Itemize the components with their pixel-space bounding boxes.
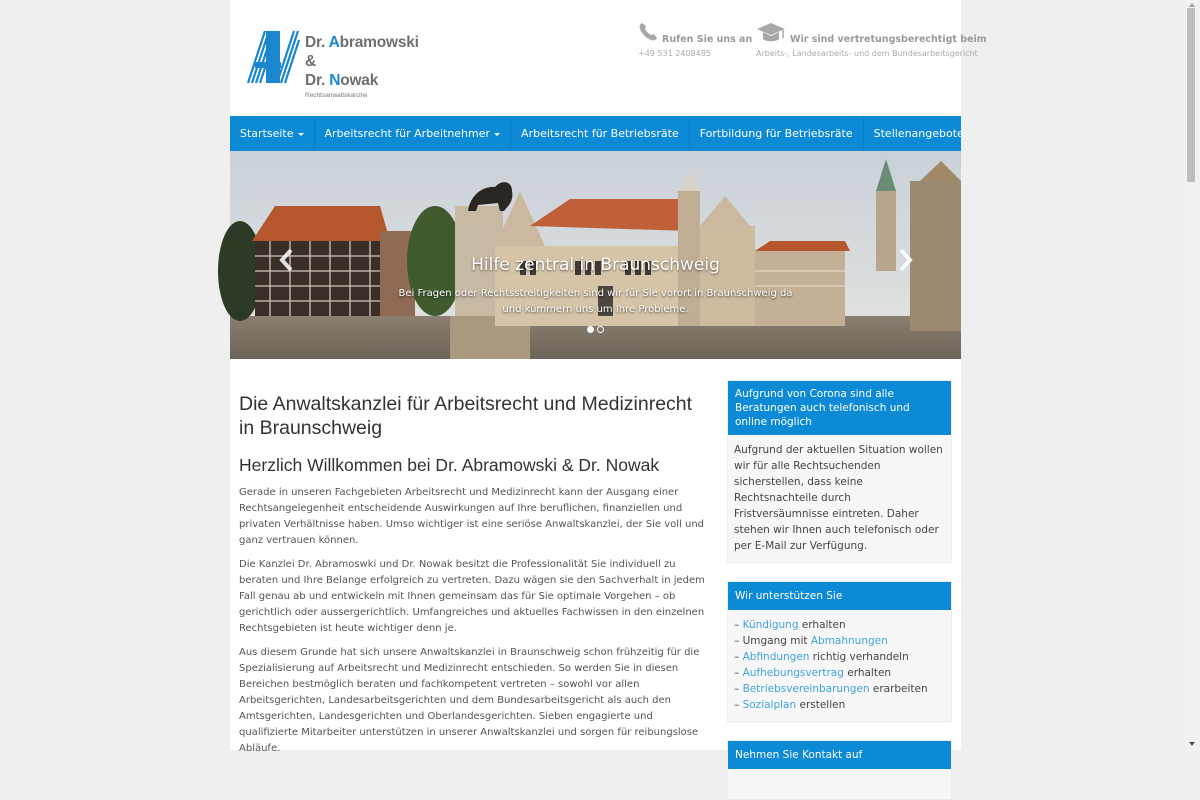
representation-title: Wir sind vertretungsberechtigt beim <box>790 34 987 45</box>
list-item: – Umgang mit Abmahnungen <box>734 635 888 647</box>
corona-panel-text: Aufgrund der aktuellen Situation wollen wir für alle Rechtsuchenden sicherstellen, dass keine Rechtsnachteile durch Fristversäumnisse eintreten. Daher stehen wir Ihnen auch telefonisch oder per E-Mail zur Verfügung. <box>734 444 943 552</box>
logo-text <box>305 33 427 99</box>
caret-down-icon <box>298 133 304 136</box>
firm-paragraph: Die Kanzlei Dr. Abramoswki und Dr. Nowak besitzt die Professionalität Sie individuell zu beraten und Ihre Belange erfolgreich zu vertreten. Dazu wägen sie den Sachverhalt in jedem Fall genau ab und entwickeln mit Ihnen gemeinsam das für Sie optimale Vorgehen – ob gerichtlich oder aussergerichtlich. Umfangreiches und aktuelles Fachwissen in den einzelnen Rechtsgebieten ist heute wichtiger denn je. <box>239 559 705 634</box>
representation-info <box>756 22 987 58</box>
main-navigation <box>230 116 964 151</box>
nav-label: Fortbildung für Betriebsräte <box>699 127 853 140</box>
site-header <box>230 0 987 116</box>
scrollbar-thumb[interactable] <box>1187 8 1195 182</box>
carousel-indicators <box>587 326 604 333</box>
nav-label: Stellenangebote <box>873 127 964 140</box>
nav-item-arbeitsrecht-arbeitnehmer[interactable] <box>315 116 512 151</box>
main-content <box>239 392 709 757</box>
carousel-dot-1[interactable] <box>587 326 594 333</box>
sidebar <box>727 380 952 800</box>
intro-paragraph: Gerade in unseren Fachgebieten Arbeitsrecht und Medizinrecht kann der Ausgang einer Rechtsangelegenheit entscheidende Auswirkungen auf Ihre beruflichen, finanziellen und privaten Verhältnisse haben. Umso wichtiger ist eine seriöse Anwaltskanzlei, der Sie voll und ganz vertrauen können. <box>239 487 704 546</box>
nav-item-startseite[interactable] <box>230 116 315 151</box>
list-item: – Abfindungen richtig verhandeln <box>734 651 909 663</box>
scroll-down-arrow-icon[interactable] <box>1189 742 1195 746</box>
link-sozialplan[interactable]: Sozialplan <box>742 699 797 711</box>
link-abmahnungen[interactable]: Abmahnungen <box>810 635 888 647</box>
phone-number[interactable]: +49 531 2408485 <box>638 49 711 58</box>
link-betriebsvereinbarungen[interactable]: Betriebsvereinbarungen <box>742 683 870 695</box>
graduation-cap-icon <box>756 22 786 44</box>
support-list <box>728 610 951 721</box>
welcome-heading: Herzlich Willkommen bei Dr. Abramowski & Dr. Nowak <box>239 455 660 475</box>
chevron-right-icon[interactable] <box>896 247 914 273</box>
logo-line-1: Dr. Abramowski & <box>305 34 419 70</box>
nav-label: Startseite <box>240 127 294 140</box>
logo[interactable] <box>247 30 427 99</box>
nav-item-stellenangebote[interactable] <box>864 116 974 151</box>
link-aufhebungsvertrag[interactable]: Aufhebungsvertrag <box>742 667 844 679</box>
contact-panel-title: Nehmen Sie Kontakt auf <box>728 741 951 769</box>
page-title: Die Anwaltskanzlei für Arbeitsrecht und Medizinrecht in Braunschweig <box>239 393 693 439</box>
corona-panel-title: Aufgrund von Corona sind alle Beratungen auch telefonisch und online möglich <box>728 381 951 435</box>
slide-title: Hilfe zentral in Braunschweig <box>471 255 720 275</box>
representation-courts: Arbeits-, Landesarbeits- und dem Bundesarbeitsgericht <box>756 49 978 58</box>
carousel-dot-2[interactable] <box>597 326 604 333</box>
contact-panel-body <box>728 769 951 799</box>
nav-label: Arbeitsrecht für Arbeitnehmer <box>324 127 491 140</box>
list-item: – Sozialplan erstellen <box>734 699 846 711</box>
nav-item-fortbildung[interactable] <box>690 116 864 151</box>
phone-title: Rufen Sie uns an <box>662 34 753 45</box>
hero-carousel[interactable] <box>230 151 961 359</box>
chevron-left-icon[interactable] <box>278 247 296 273</box>
list-item: – Betriebsvereinbarungen erarbeiten <box>734 683 928 695</box>
specialization-paragraph: Aus diesem Grunde hat sich unsere Anwaltskanzlei in Braunschweig schon frühzeitig für die Spezialisierung auf Arbeitsrecht und Medizinrecht entschieden. So werden Sie in diesen Bereichen bestmöglich beraten und fachkompetent vertreten – sowohl vor allen Arbeitsgerichten, Landesarbeitsgerichten und dem Bundesarbeitsgericht als auch den Amtsgerichten, Landesgerichten und Oberlandesgerichten. Sieben engagierte und qualifizierte Mitarbeiter unterstützen in unserer Anwaltskanzlei und sorgen für reibungslose Abläufe. <box>239 647 700 754</box>
corona-panel <box>727 380 952 563</box>
logo-line-2: Dr. Nowak <box>305 72 379 89</box>
slide-text: Bei Fragen oder Rechtsstreitigkeiten sind wir für Sie vorort in Braunschweig da und kümmern uns um Ihre Probleme. <box>398 288 793 315</box>
logo-mark-icon <box>247 30 299 84</box>
list-item: – Kündigung erhalten <box>734 619 846 631</box>
link-kuendigung[interactable]: Kündigung <box>742 619 799 631</box>
vertical-scrollbar[interactable] <box>1185 0 1200 750</box>
nav-item-arbeitsrecht-betriebsraete[interactable] <box>511 116 690 151</box>
nav-label: Arbeitsrecht für Betriebsräte <box>521 127 679 140</box>
support-panel <box>727 581 952 722</box>
contact-panel <box>727 740 952 800</box>
page-container <box>230 0 987 761</box>
logo-subtitle: Rechtsanwaltskanzlei <box>305 92 368 99</box>
link-abfindungen[interactable]: Abfindungen <box>742 651 810 663</box>
support-panel-title: Wir unterstützen Sie <box>728 582 951 610</box>
caret-down-icon <box>494 133 500 136</box>
list-item: – Aufhebungsvertrag erhalten <box>734 667 892 679</box>
scroll-up-arrow-icon[interactable] <box>1189 3 1195 7</box>
phone-icon <box>638 22 658 42</box>
phone-contact <box>638 22 752 58</box>
